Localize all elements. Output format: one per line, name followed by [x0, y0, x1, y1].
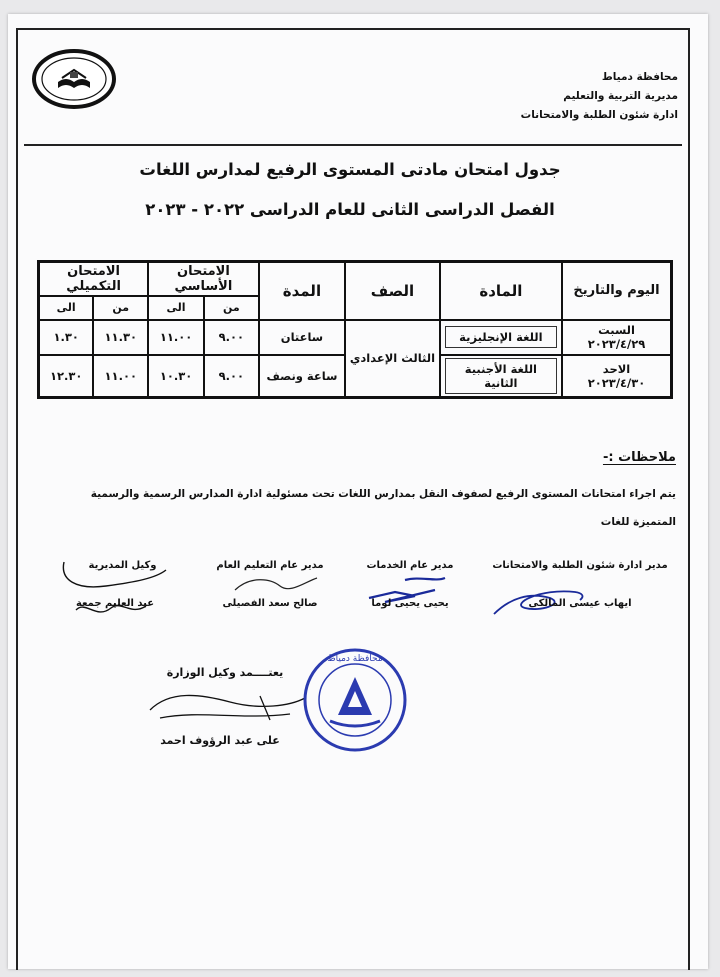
header-supp-from: من — [93, 296, 148, 320]
header-subject: المادة — [440, 262, 562, 320]
cell-subject-text: اللغة الإنجليزية — [445, 326, 557, 348]
header-divider — [24, 144, 682, 146]
cell-day-date — [562, 355, 671, 398]
cell-grade: الثالث الإعدادي — [345, 320, 440, 398]
header-basic-from: من — [204, 296, 259, 320]
signature-title-education-director: مدير عام التعليم العام — [216, 560, 324, 571]
notes-text: يتم اجراء امتحانات المستوى الرفيع لصفوف النقل بمدارس اللغات تحت مسئولية ادارة المدارس الرسمية والرسمية المتميزة للغات — [90, 488, 676, 528]
approval-signature-scribble — [140, 680, 310, 730]
directorate-logo — [30, 48, 118, 110]
header-supplementary-exam: الامتحان التكميلي — [39, 262, 149, 296]
header-basic-exam: الامتحان الأساسي — [148, 262, 259, 296]
cell-basic-to: ١١.٠٠ — [148, 320, 204, 355]
signature-title-services-director: مدير عام الخدمات — [366, 560, 454, 571]
signature-title-deputy: وكيل المديرية — [88, 560, 157, 571]
cell-supp-to: ١.٣٠ — [39, 320, 94, 355]
signature-name-deputy: عبد العليم جمعة — [75, 598, 155, 609]
header-supp-to: الى — [39, 296, 94, 320]
signature-scribble-deputy — [56, 550, 176, 630]
cell-subject — [440, 320, 562, 355]
exam-schedule-table — [37, 260, 673, 399]
document-title: جدول امتحان مادتى المستوى الرفيع لمدارس اللغات — [139, 160, 561, 179]
cell-subject — [440, 355, 562, 398]
issuer-header — [418, 68, 678, 125]
approval-name: على عبد الرؤوف احمد — [160, 734, 280, 747]
signature-name-exams-director: ايهاب عيسى المالكى — [528, 598, 632, 609]
approval-label: يعتــــمد وكيل الوزارة — [166, 666, 284, 679]
cell-basic-from: ٩.٠٠ — [204, 355, 259, 398]
header-grade: الصف — [345, 262, 440, 320]
cell-date: ٢٠٢٣/٤/٣٠ — [587, 375, 646, 390]
cell-duration: ساعتان — [259, 320, 346, 355]
signature-scribble-education-director — [225, 570, 325, 600]
table-row — [39, 320, 672, 355]
cell-day-date — [562, 320, 671, 355]
header-basic-to: الى — [148, 296, 204, 320]
cell-day: الاحد — [602, 361, 631, 376]
header-directorate: مديرية التربية والتعليم — [563, 90, 678, 102]
header-day-date: اليوم والتاريخ — [562, 262, 671, 320]
header-department: ادارة شئون الطلبة والامتحانات — [520, 109, 678, 121]
cell-supp-from: ١١.٣٠ — [93, 320, 148, 355]
official-stamp-icon — [300, 645, 410, 755]
cell-date: ٢٠٢٣/٤/٢٩ — [587, 337, 646, 351]
notes-title: ملاحظات :- — [602, 450, 676, 465]
cell-duration: ساعة ونصف — [259, 355, 346, 398]
header-governorate: محافظة دمياط — [601, 71, 678, 83]
header-duration: المدة — [259, 262, 346, 320]
signature-name-services-director: يحيى يحيى لوما — [371, 598, 449, 609]
document-subtitle: الفصل الدراسى الثانى للعام الدراسى ٢٠٢٢ - ٢٠٢٣ — [145, 200, 555, 219]
signature-title-exams-director: مدير ادارة شئون الطلبة والامتحانات — [492, 560, 668, 571]
cell-basic-to: ١٠.٣٠ — [148, 355, 204, 398]
signature-name-education-director: صالح سعد الفصيلى — [222, 598, 318, 609]
cell-day: السبت — [598, 323, 635, 337]
cell-supp-from: ١١.٠٠ — [93, 355, 148, 398]
cell-basic-from: ٩.٠٠ — [204, 320, 259, 355]
cell-supp-to: ١٢.٣٠ — [39, 355, 94, 398]
stamp-text: محافظة دمياط — [327, 654, 383, 664]
cell-subject-text: اللغة الأجنبية الثانية — [445, 358, 557, 394]
